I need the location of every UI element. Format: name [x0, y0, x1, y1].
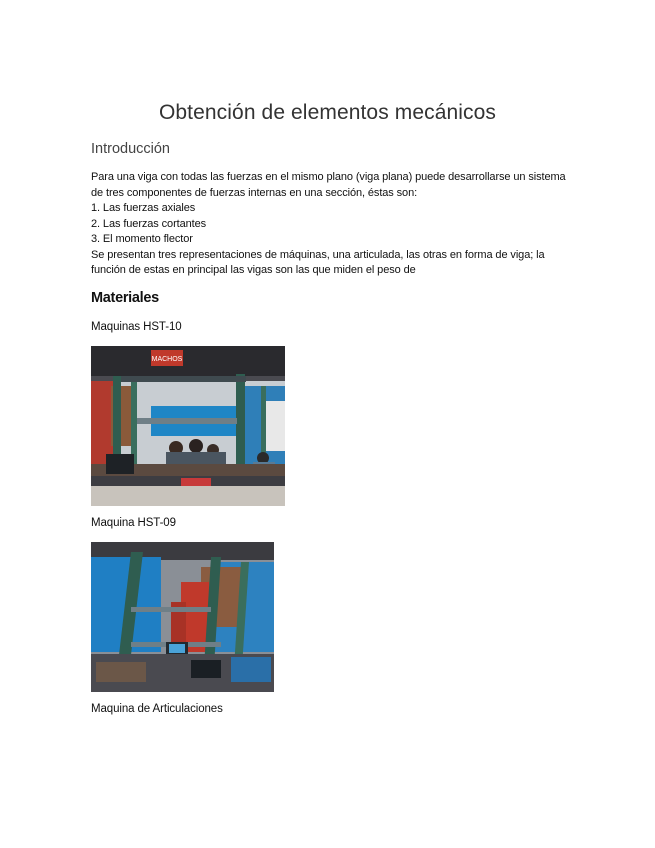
figure-caption-hst09: Maquina HST-09 — [91, 517, 176, 529]
list-item: 3. El momento flector — [91, 233, 193, 245]
materials-heading: Materiales — [91, 290, 159, 306]
list-item: 2. Las fuerzas cortantes — [91, 217, 206, 230]
forces-list — [91, 201, 571, 248]
machines-paragraph: Se presentan tres representaciones de máquinas, una articulada, las otras en forma de viga; la función de estas en principal las vigas son las que miden el peso de — [91, 248, 545, 276]
intro-paragraph: Para una viga con todas las fuerzas en el mismo plano (viga plana) puede desarrollarse un sistema de tres componentes de fuerzas internas en una sección, éstas son: — [91, 171, 566, 199]
introduction-body — [91, 170, 571, 279]
photo-hst09-machine — [91, 542, 274, 692]
sign-text: MACHOS — [151, 356, 183, 363]
figure-caption-hst10: Maquinas HST-10 — [91, 321, 182, 333]
introduction-heading: Introducción — [91, 141, 170, 157]
figure-caption-articulaciones: Maquina de Articulaciones — [91, 703, 223, 715]
document-title: Obtención de elementos mecánicos — [158, 101, 497, 124]
photo-hst10-machine — [91, 346, 285, 506]
list-item: 1. Las fuerzas axiales — [91, 202, 196, 214]
